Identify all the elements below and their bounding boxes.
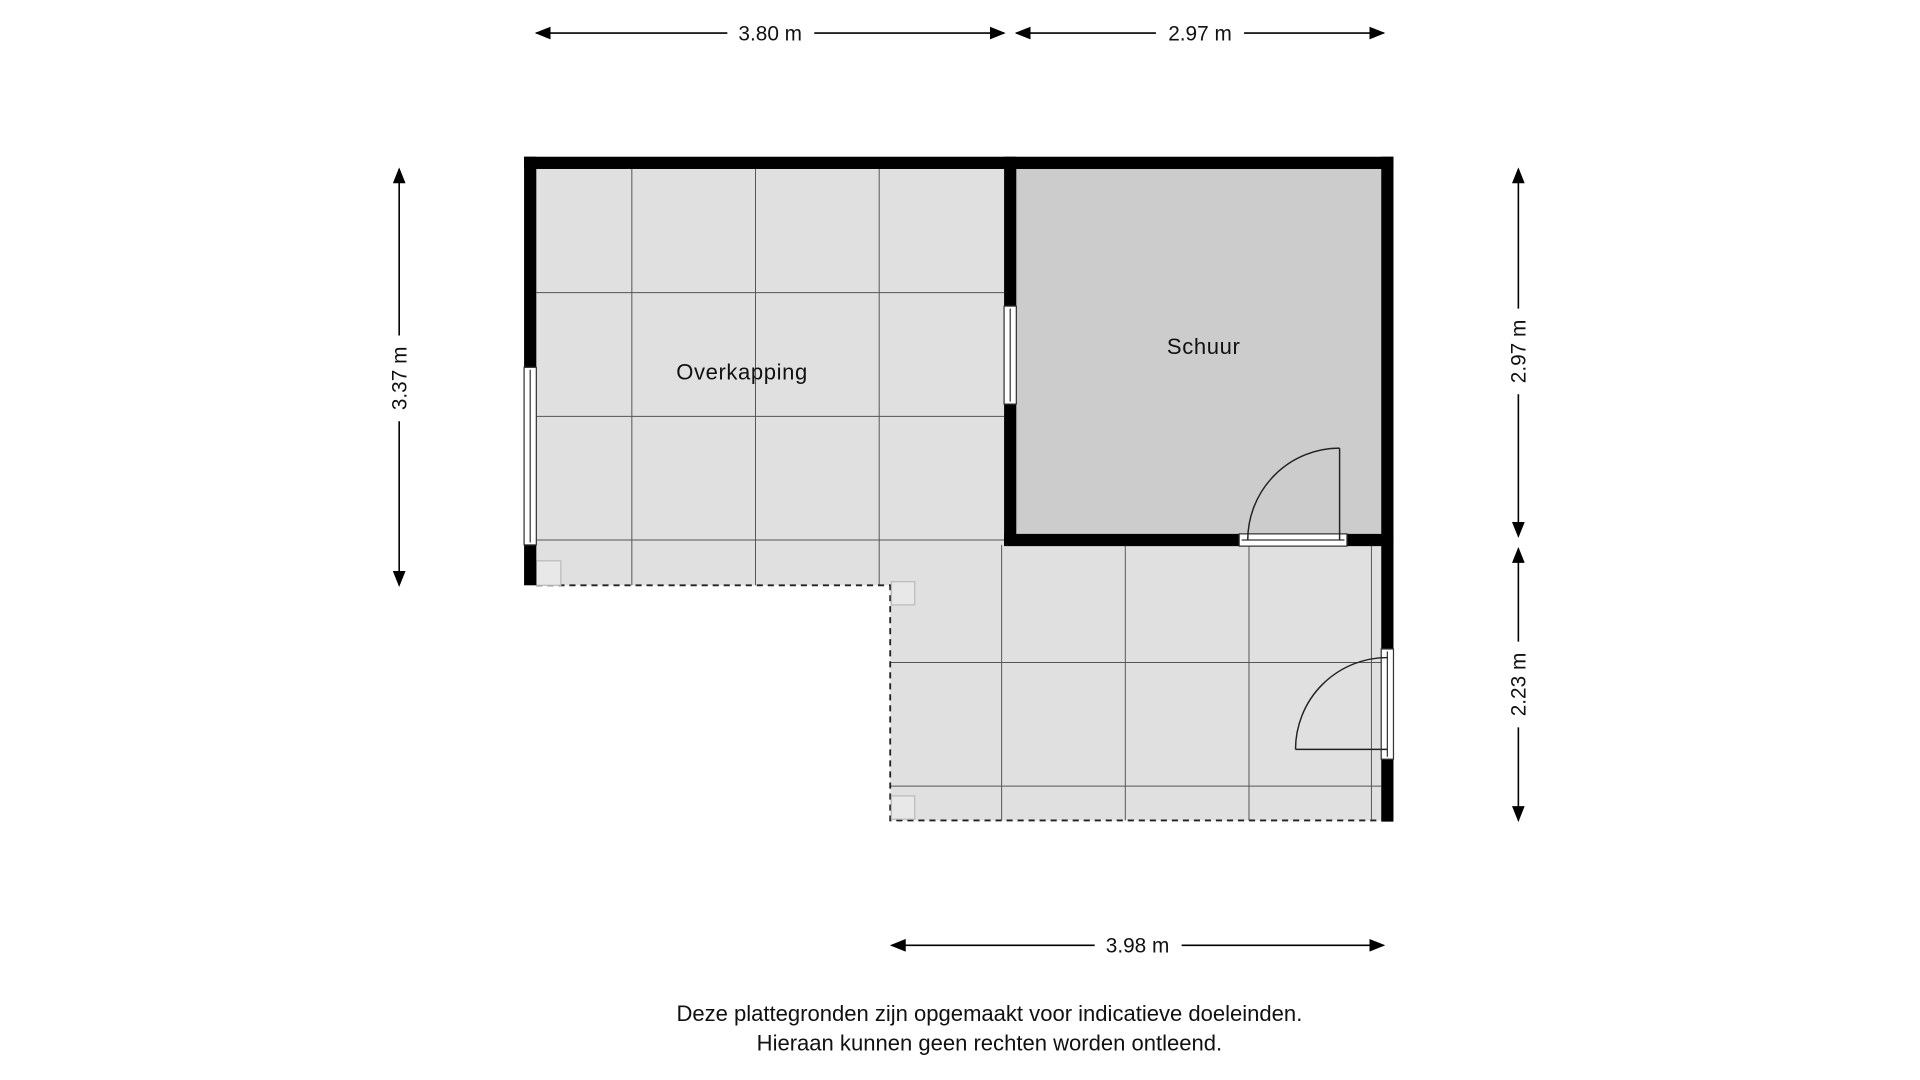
disclaimer-line-2: Hieraan kunnen geen rechten worden ontleend. xyxy=(756,1030,1223,1056)
dim-label-right-upper: 2.97 m xyxy=(1507,319,1531,384)
posts xyxy=(536,561,914,819)
dim-label-top-left: 3.80 m xyxy=(738,22,803,46)
dim-label-bottom: 3.98 m xyxy=(1105,934,1170,958)
dim-label-right-lower: 2.23 m xyxy=(1507,652,1531,717)
disclaimer-line-1: Deze plattegronden zijn opgemaakt voor indicatieve doeleinden. xyxy=(676,1001,1303,1027)
room-label-overkapping: Overkapping xyxy=(676,359,808,385)
dim-label-top-right: 2.97 m xyxy=(1168,22,1232,46)
room-label-schuur: Schuur xyxy=(1166,333,1241,359)
dim-label-left: 3.37 m xyxy=(388,346,412,411)
